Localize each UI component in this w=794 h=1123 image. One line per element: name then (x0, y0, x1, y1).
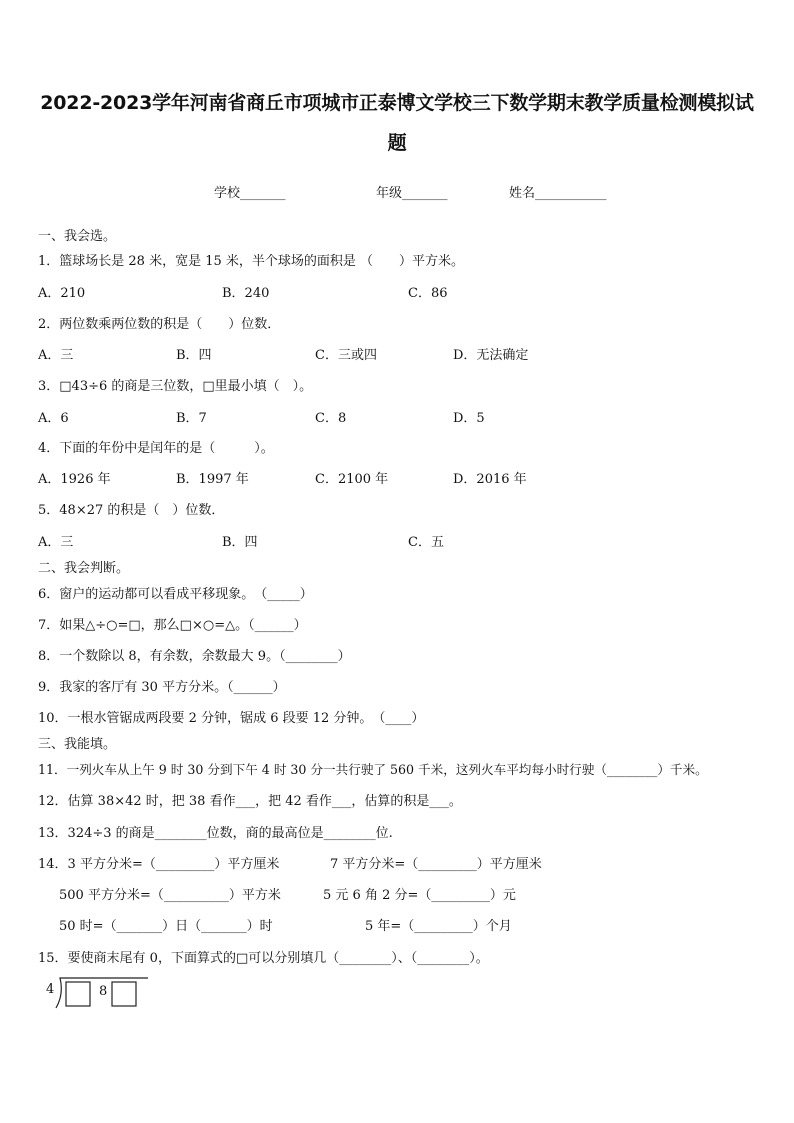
q2-option-a[interactable]: A．三 (38, 348, 74, 363)
question-14-row2-left: 500 平方分米=（__________）平方米 (59, 888, 281, 903)
question-11: 11．一列火车从上午 9 时 30 分到下午 4 时 30 分一共行驶了 560 千米，这列火车平均每小时行驶（________）千米。 (38, 762, 708, 777)
q1-option-b[interactable]: B．240 (222, 286, 270, 301)
question-5: 5．48×27 的积是（ ）位数． (38, 503, 225, 518)
question-2: 2．两位数乘两位数的积是（ ）位数． (38, 317, 281, 332)
q4-option-d[interactable]: D．2016 年 (453, 472, 527, 487)
document-title-continued: 题 (387, 132, 407, 154)
school-field[interactable]: 学校_______ (214, 186, 286, 201)
question-9: 9．我家的客厅有 30 平方分米。（______） (38, 680, 286, 695)
grade-field[interactable]: 年级_______ (376, 186, 448, 201)
question-14-row1-right: 7 平方分米=（_________）平方厘米 (330, 857, 542, 872)
question-4: 4．下面的年份中是闰年的是（ ）。 (38, 441, 274, 456)
section-heading-judge: 二、我会判断。 (38, 561, 130, 576)
division-blank-box-2 (112, 982, 136, 1006)
name-field[interactable]: 姓名___________ (509, 186, 607, 201)
question-14-row1-left: 14．3 平方分米=（_________）平方厘米 (38, 857, 280, 872)
division-divisor: 4 (46, 982, 55, 997)
question-12: 12．估算 38×42 时，把 38 看作___，把 42 看作___，估算的积是___。 (38, 794, 462, 809)
question-8: 8．一个数除以 8，有余数，余数最大 9。（________） (38, 649, 351, 664)
document-title: 2022-2023学年河南省商丘市项城市正泰博文学校三下数学期末教学质量检测模拟试 (40, 92, 754, 114)
section-heading-choose: 一、我会选。 (38, 229, 117, 244)
section-heading-fill: 三、我能填。 (38, 737, 117, 752)
q4-option-c[interactable]: C．2100 年 (315, 472, 389, 487)
q3-option-d[interactable]: D．5 (453, 411, 485, 426)
question-3: 3．□43÷6 的商是三位数，□里最小填（ ）。 (38, 379, 313, 394)
q2-option-b[interactable]: B．四 (176, 348, 212, 363)
question-14-row3-left: 50 时=（_______）日（_______）时 (59, 919, 273, 934)
q2-option-d[interactable]: D．无法确定 (453, 348, 529, 363)
division-digit-8: 8 (99, 984, 108, 999)
question-14-row3-right: 5 年=（_________）个月 (365, 919, 512, 934)
q3-option-b[interactable]: B．7 (176, 411, 207, 426)
question-7: 7．如果△÷○=□，那么□×○=△。（______） (38, 618, 307, 633)
question-1: 1．篮球场长是 28 米，宽是 15 米，半个球场的面积是 （ ）平方米。 (38, 254, 465, 269)
question-6: 6．窗户的运动都可以看成平移现象。 （_____） (38, 587, 313, 602)
question-15: 15．要使商末尾有 0，下面算式的□可以分别填几（________）、（________）。 (38, 951, 489, 966)
q4-option-b[interactable]: B．1997 年 (176, 472, 249, 487)
q1-option-c[interactable]: C．86 (408, 286, 448, 301)
question-13: 13．324÷3 的商是________位数，商的最高位是________位. (38, 826, 393, 841)
q5-option-b[interactable]: B．四 (222, 535, 258, 550)
division-blank-box-1 (66, 982, 90, 1006)
q3-option-a[interactable]: A．6 (38, 411, 69, 426)
question-14-row2-right: 5 元 6 角 2 分=（_________）元 (323, 888, 516, 903)
question-10: 10．一根水管锯成两段要 2 分钟，锯成 6 段要 12 分钟。 （____） (38, 711, 425, 726)
q5-option-c[interactable]: C．五 (408, 535, 444, 550)
q5-option-a[interactable]: A．三 (38, 535, 74, 550)
q3-option-c[interactable]: C．8 (315, 411, 347, 426)
q4-option-a[interactable]: A．1926 年 (38, 472, 111, 487)
q2-option-c[interactable]: C．三或四 (315, 348, 377, 363)
q1-option-a[interactable]: A．210 (38, 286, 86, 301)
long-division-diagram (44, 976, 154, 1010)
